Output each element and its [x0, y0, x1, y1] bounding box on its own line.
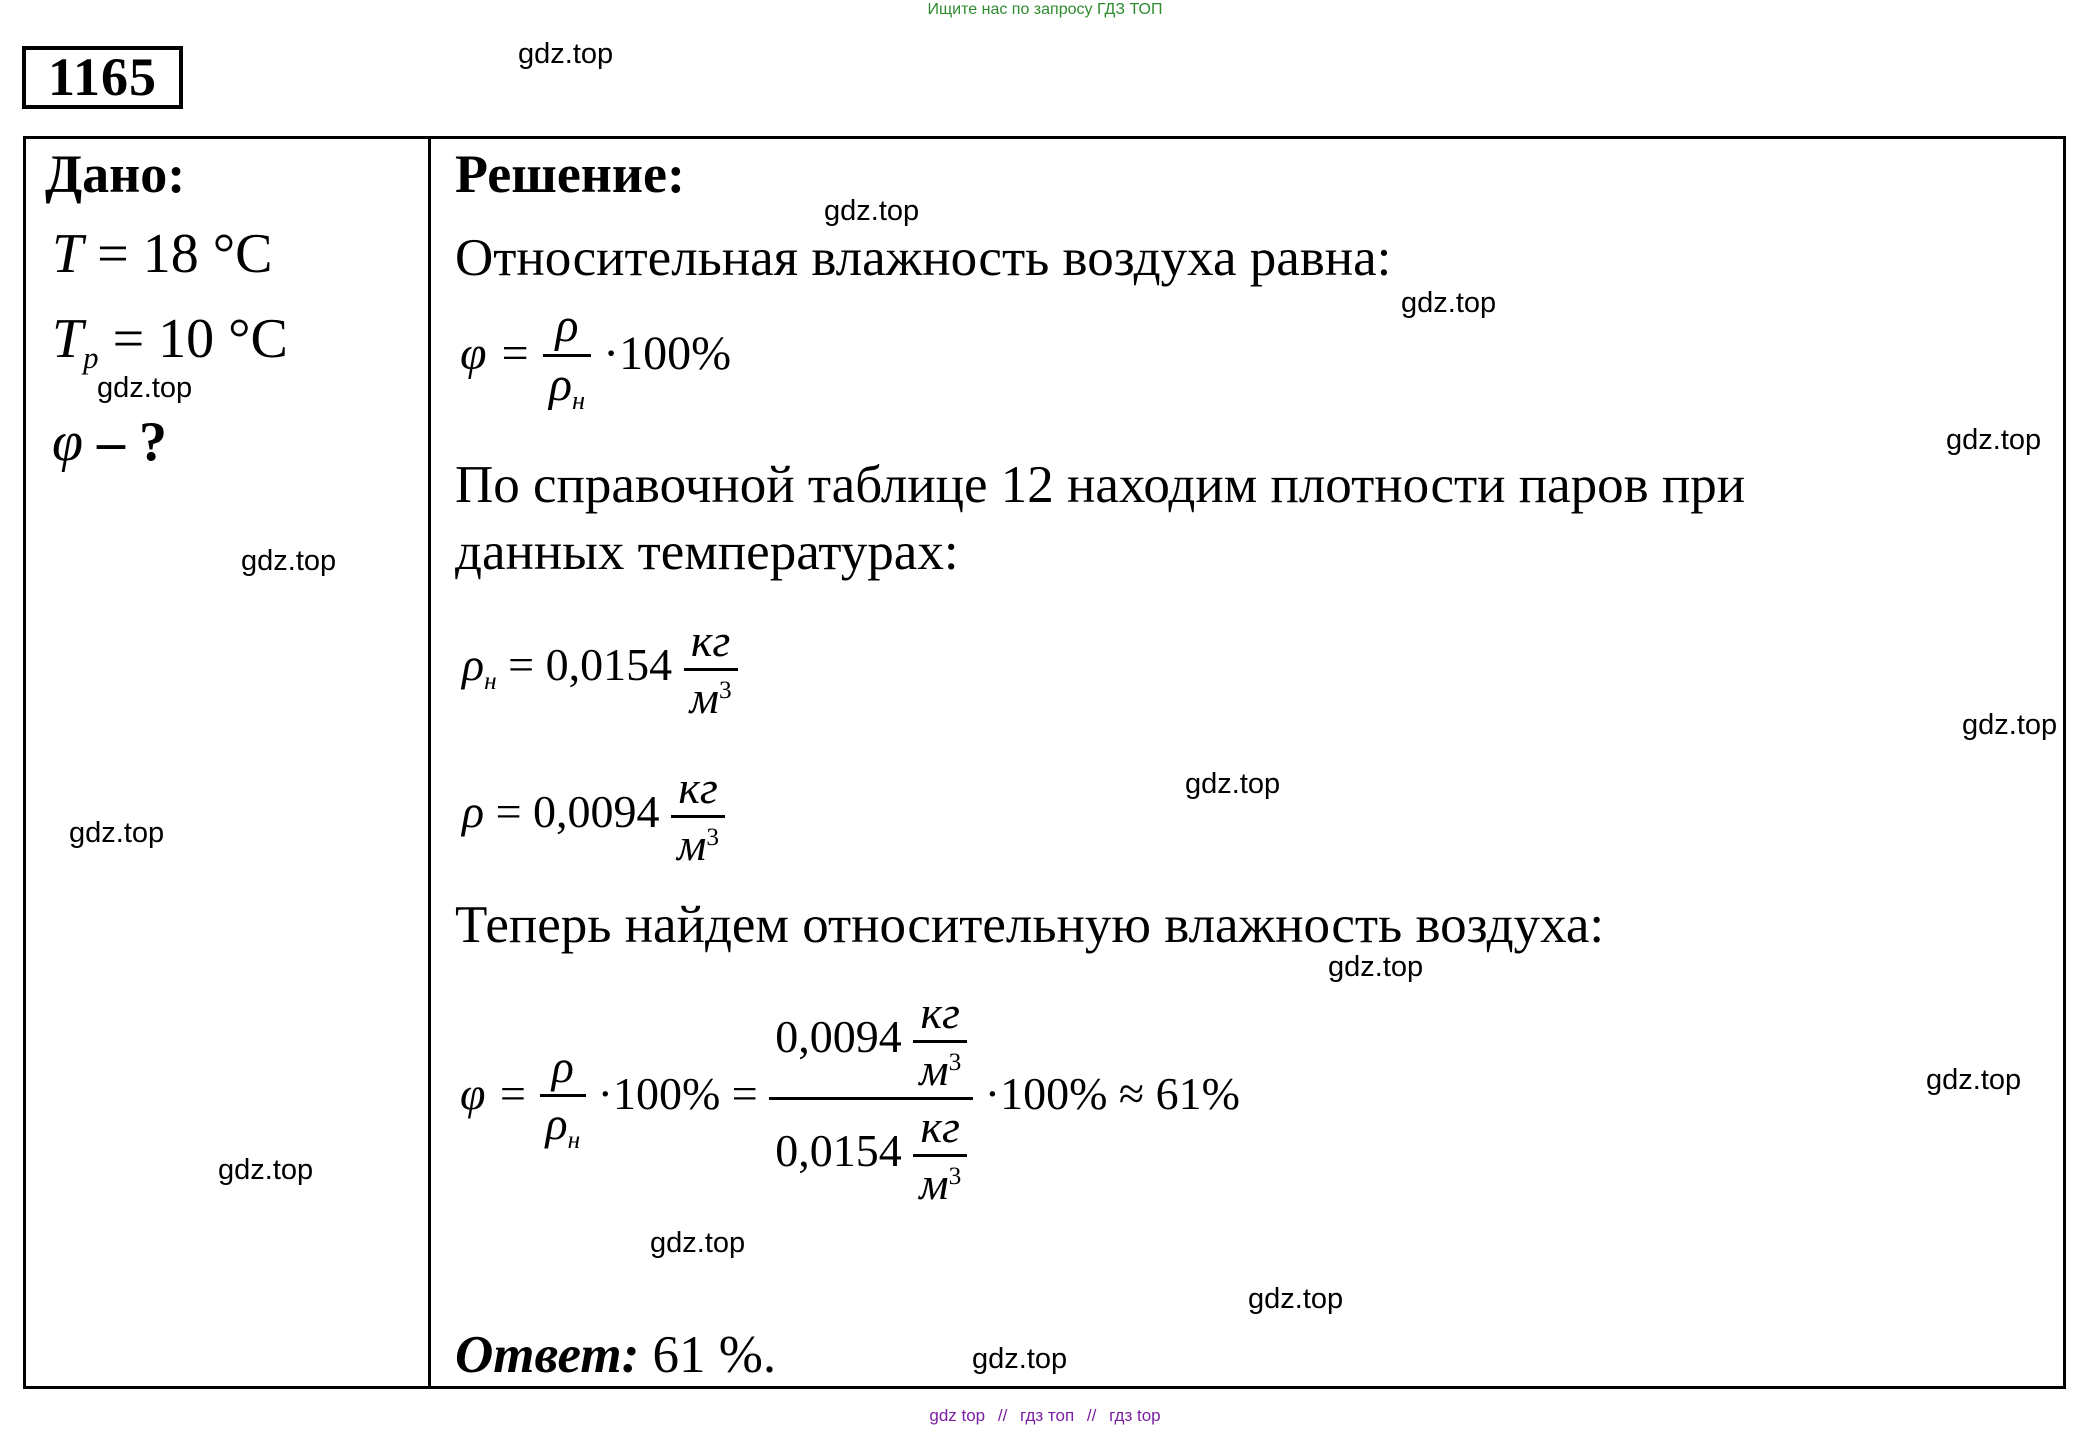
watermark: gdz.top: [1946, 424, 2042, 456]
rho-unit-pow: 3: [706, 822, 720, 851]
formula2-mid: ·100% =: [597, 1068, 758, 1120]
answer-label: Ответ:: [455, 1326, 640, 1384]
rho-n-symbol: ρ: [462, 639, 485, 691]
watermark: gdz.top: [1328, 951, 1424, 983]
watermark: gdz.top: [650, 1227, 746, 1259]
given-temperature: [52, 222, 272, 286]
formula2-num-unit-num: кг: [920, 987, 960, 1038]
dew-point-value: = 10 °C: [112, 308, 288, 370]
solution-line-2a: По справочной таблице 12 находим плотности паров при: [455, 456, 1746, 514]
given-find: [52, 410, 167, 474]
rho-n-subscript: н: [484, 666, 497, 695]
footer-separator-1: //: [997, 1406, 1008, 1425]
rho-unit-num: кг: [678, 762, 718, 813]
formula2-den-unit-num: кг: [920, 1101, 960, 1152]
saturated-density: [462, 615, 738, 723]
column-divider: [428, 136, 431, 1389]
formula2-big-num-value: 0,0094: [775, 1011, 902, 1063]
actual-density: [462, 762, 725, 870]
watermark: gdz.top: [1962, 709, 2058, 741]
formula2-num-unit-den: м: [919, 1044, 949, 1095]
solution-line-3: Теперь найдем относительную влажность воздуха:: [455, 896, 1605, 954]
formula2-denominator-sub: н: [567, 1125, 581, 1154]
watermark: gdz.top: [218, 1154, 314, 1186]
watermark: gdz.top: [972, 1343, 1068, 1375]
formula-result: [460, 987, 1240, 1209]
temperature-value: = 18 °C: [97, 223, 273, 285]
answer: [455, 1325, 776, 1385]
solution-title: Решение:: [455, 144, 685, 204]
rho-value: = 0,0094: [495, 786, 660, 838]
rho-n-value: = 0,0154: [508, 639, 673, 691]
given-dew-point: [52, 307, 288, 376]
footer-separator-2: //: [1086, 1406, 1097, 1425]
formula1-denominator: ρ: [548, 358, 572, 411]
problem-number: 1165: [22, 46, 183, 109]
formula2-denominator: ρ: [545, 1097, 568, 1149]
solution-line-1: Относительная влажность воздуха равна:: [455, 229, 1392, 287]
footer-links: [0, 1406, 2090, 1426]
formula1-denominator-sub: н: [572, 385, 586, 416]
rho-unit-den: м: [677, 819, 707, 870]
watermark: gdz.top: [1248, 1283, 1344, 1315]
formula1-lhs: φ =: [460, 326, 531, 380]
watermark: gdz.top: [241, 545, 337, 577]
solution-line-2b: данных температурах:: [455, 523, 959, 581]
watermark: gdz.top: [1926, 1064, 2022, 1096]
formula1-tail: ·100%: [603, 326, 732, 380]
find-symbol: φ: [52, 411, 83, 473]
formula2-numerator: ρ: [551, 1040, 574, 1092]
formula2-tail: ·100% ≈ 61%: [984, 1068, 1240, 1120]
watermark: gdz.top: [69, 817, 165, 849]
formula2-lhs: φ =: [460, 1068, 528, 1120]
footer-link-1[interactable]: gdz top: [929, 1406, 986, 1425]
footer-link-2[interactable]: гдз топ: [1020, 1406, 1075, 1425]
given-title: Дано:: [45, 144, 186, 204]
search-hint: Ищите нас по запросу ГДЗ ТОП: [927, 1, 1163, 18]
rho-symbol: ρ: [462, 786, 485, 838]
rho-n-unit-den: м: [689, 672, 719, 723]
footer-link-3[interactable]: гдз top: [1109, 1406, 1161, 1425]
rho-n-unit-pow: 3: [718, 675, 732, 704]
watermark: gdz.top: [1185, 768, 1281, 800]
temperature-symbol: T: [52, 223, 84, 285]
formula1-numerator: ρ: [555, 299, 579, 352]
formula2-den-unit-den: м: [919, 1158, 949, 1209]
formula2-den-unit-pow: 3: [948, 1161, 962, 1190]
answer-value: 61 %.: [652, 1326, 777, 1384]
dew-point-subscript: p: [83, 340, 99, 375]
rho-n-unit-num: кг: [690, 615, 731, 666]
formula-humidity: [460, 299, 732, 416]
find-value: – ?: [96, 411, 167, 473]
watermark: gdz.top: [97, 372, 193, 404]
watermark: gdz.top: [518, 38, 614, 70]
formula2-num-unit-pow: 3: [948, 1047, 962, 1076]
watermark: gdz.top: [1401, 287, 1497, 319]
formula2-big-den-value: 0,0154: [775, 1125, 902, 1177]
dew-point-symbol: T: [52, 308, 84, 370]
watermark: gdz.top: [824, 195, 920, 227]
